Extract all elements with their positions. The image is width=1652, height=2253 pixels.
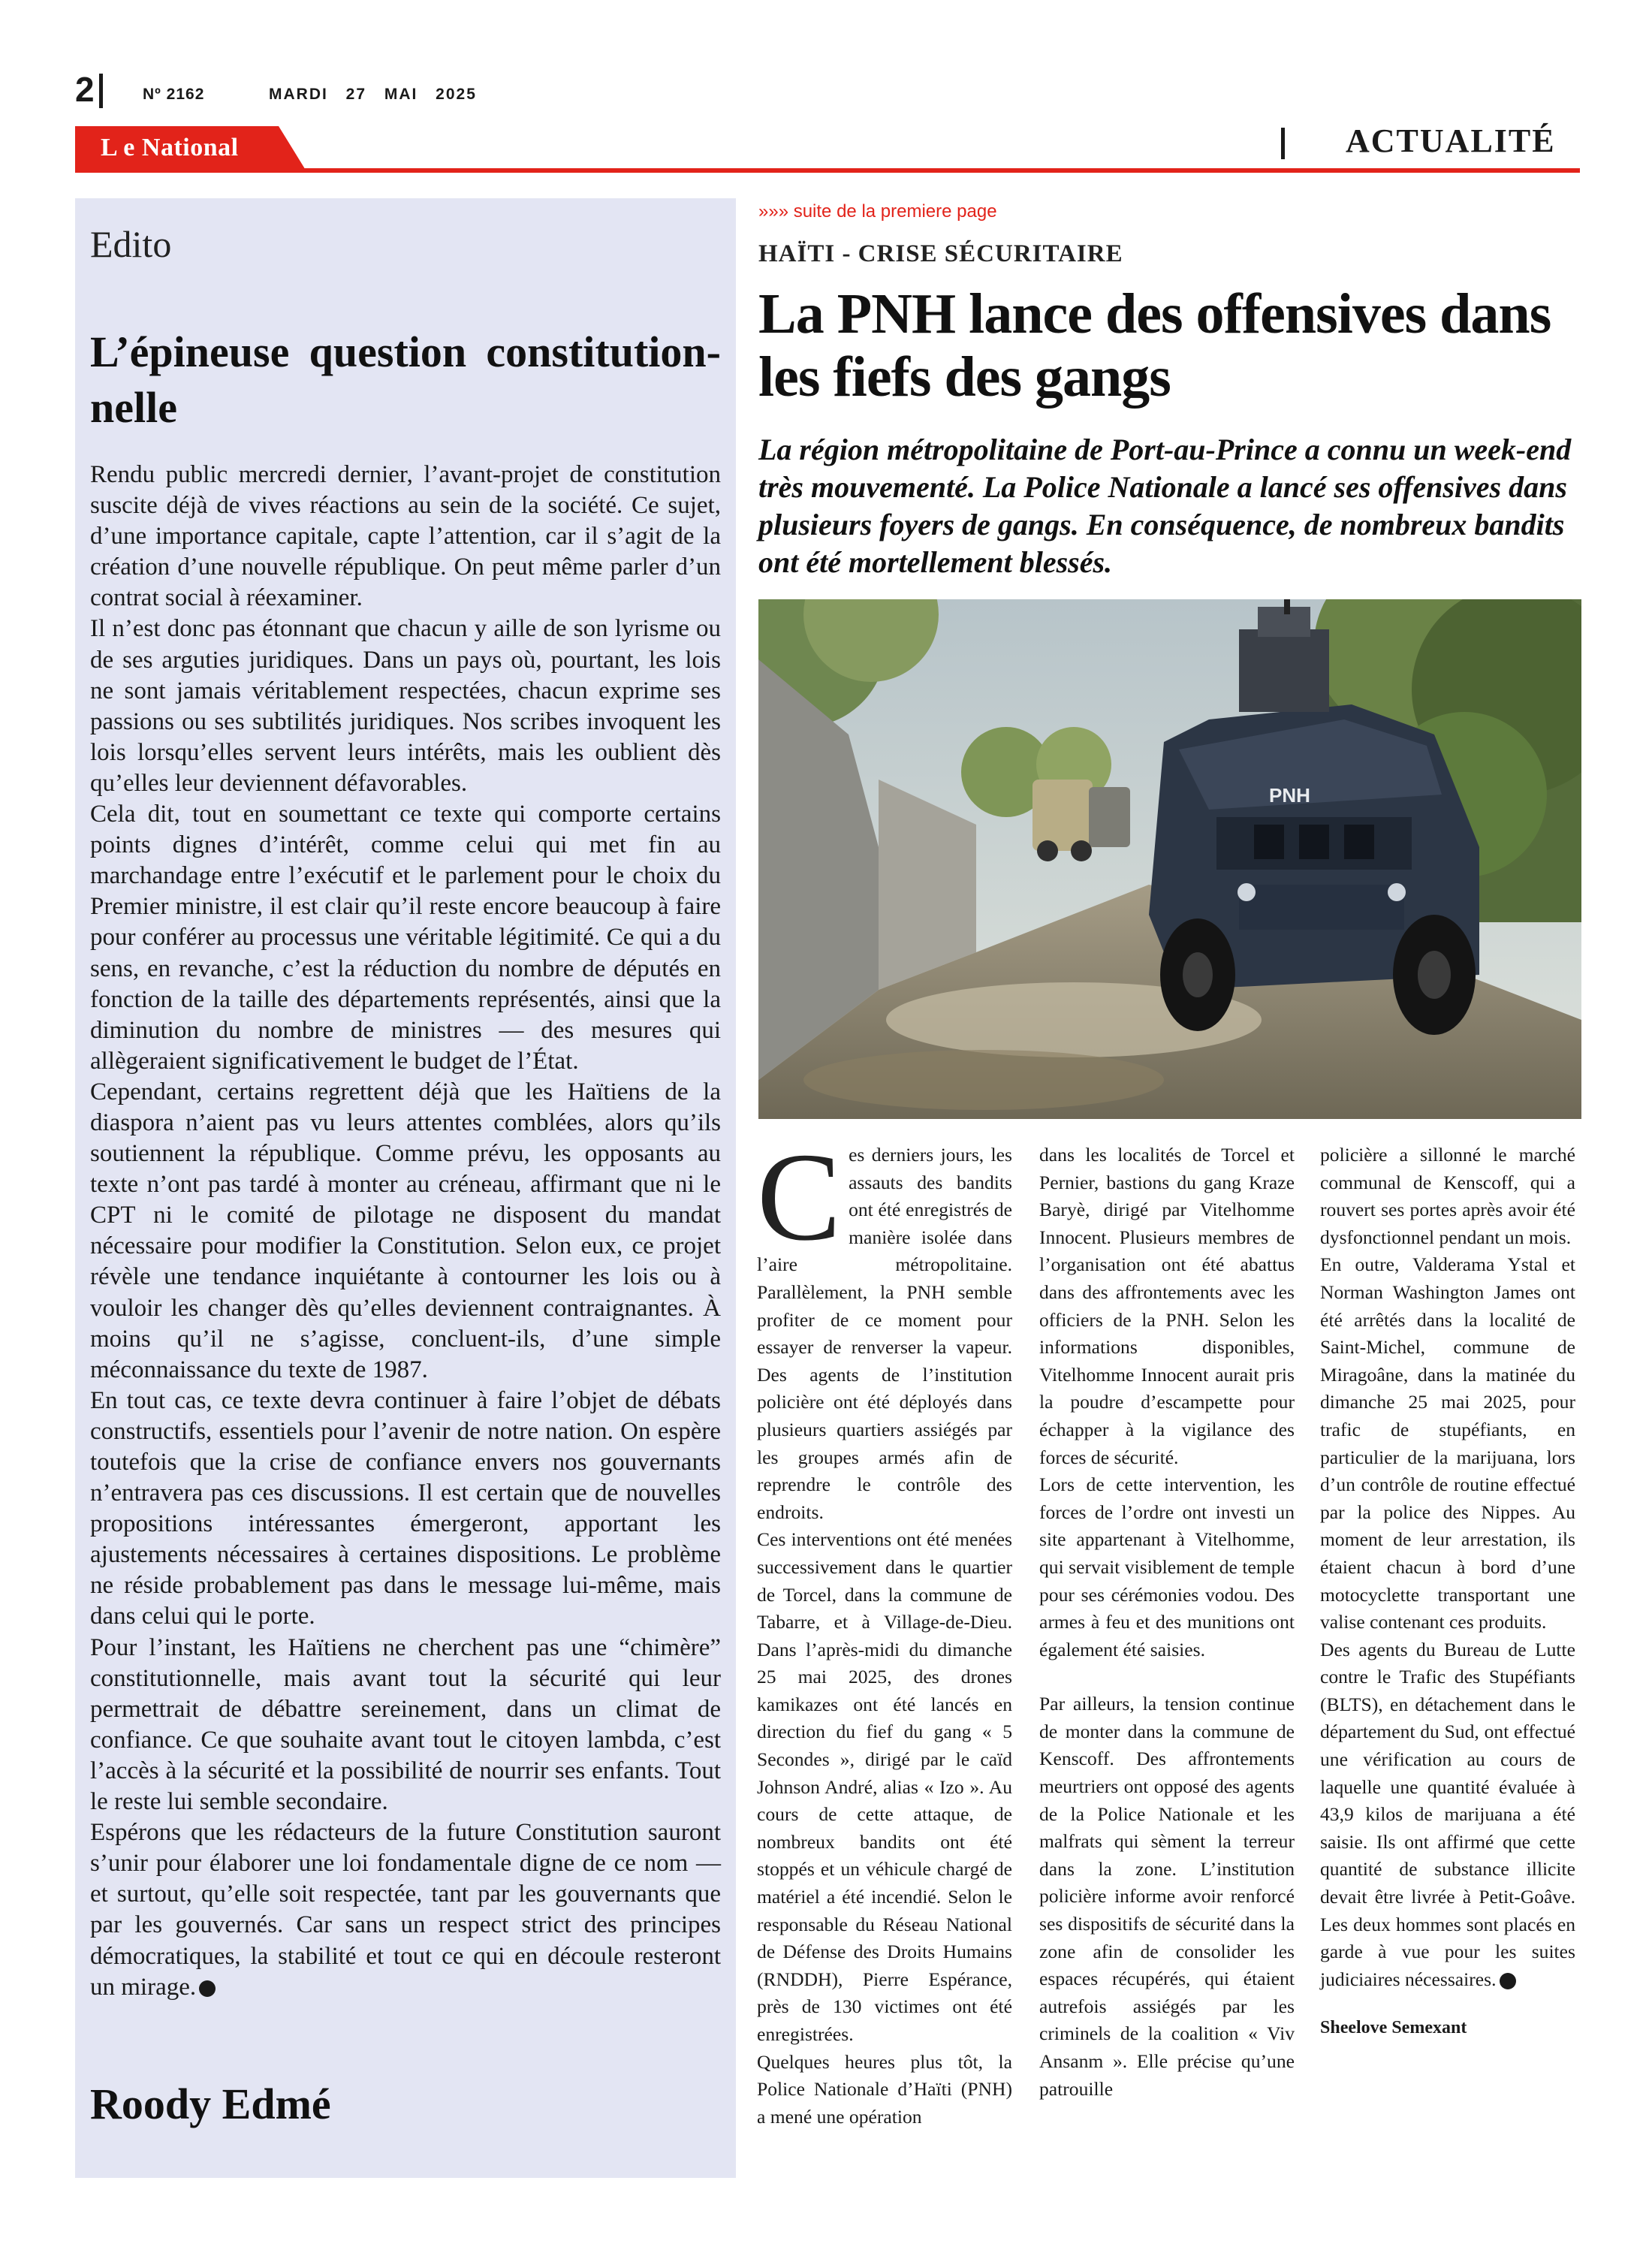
article-headline: La PNH lance des offensives dans les fiefs des gangs (758, 282, 1551, 409)
vehicle-marking: PNH (1269, 784, 1310, 807)
article-lead: La région métropolitaine de Port-au-Prince a connu un week-end très mouvementé. La Police Nationale a lancé ses offensives dans plusieurs foyers de gangs. En conséquence, de nombreux bandits ont été mortellement blessés. (758, 433, 1572, 579)
page-number-divider (99, 74, 103, 108)
edito-paragraph: Il n’est donc pas étonnant que chacun y aille de son lyrisme ou de ses arguties juridiques. Dans un pays où, pourtant, les lois ne sont jamais véritablement respectées, chacun exprime ses passions ou ses subtilités juridiques. Nos scribes invoquent les lois lorsqu’elles servent leurs intérêts, mais les oublient dès qu’elles leur deviennent défavorables. (90, 615, 721, 797)
article-paragraph: En outre, Valderama Ystal et Norman Washington James ont été arrêtés dans la localité de Saint-Michel, commune de Miragoâne, dans la matinée du dimanche 25 mai 2025, pour trafic de stupéfiants, en particulier de la marijuana, lors d’un contrôle de routine effectué par la police des Nippes. Au moment de leur arrestation, ils étaient chacun à bord d’une motocyclette transportant une valise contenant ces produits. (1320, 1253, 1575, 1633)
paragraph-spacer (1039, 1663, 1295, 1691)
article-paragraph-last (1320, 1636, 1575, 1994)
edito-paragraph: Pour l’instant, les Haïtiens ne cherchent pas une “chimère” constitutionnelle, mais avant tout la sécurité qui leur permettrait de débattre sereinement, dans un climat de confiance. Ce que souhaite avant tout le citoyen lambda, c’est l’accès à la sécurité et la possibilité de nourrir ses enfants. Tout le reste lui semble secondaire. (90, 1633, 721, 1816)
section-divider (1281, 128, 1285, 159)
edito-title: L’épineuse question constitution-nelle (90, 327, 721, 432)
article-paragraph: policière a sillonné le marché communal de Kenscoff, qui a rouvert ses portes après avoir été dysfonctionnel pendant un mois. (1320, 1144, 1575, 1248)
edito-author: Roody Edmé (90, 2080, 331, 2128)
article-column-1 (757, 1127, 1012, 2131)
edito-paragraph: Rendu public mercredi dernier, l’avant-projet de constitution suscite déjà de vives réactions au sein de la société. Ce sujet, d’une importance capitale, capte l’attention, car il s’agit de la création d’une nouvelle république. On peut même parler d’un contrat social à réexaminer. (90, 461, 721, 612)
brand-name: L e National (101, 134, 239, 161)
edito-paragraph: En tout cas, ce texte devra continuer à faire l’objet de débats constructifs, essentiels pour l’avenir de notre nation. On espère toutefois que la crise de confiance envers nos gouvernants n’entravera pas ces discussions. Il est certain que de nouvelles propositions intéressantes émergeront, apportant les ajustements nécessaires à certaines dispositions. Le problème ne réside probablement pas dans le message lui-même, mais dans celui qui le porte. (90, 1386, 721, 1630)
edito-label: Edito (90, 223, 172, 265)
article-paragraph-text: Des agents du Bureau de Lutte contre le Trafic des Stupéfiants (BLTS), en détachement dans le département du Sud, ont effectué une vérification au cours de laquelle une quantité évaluée à 43,9 kilos de marijuana a été saisie. Ils ont affirmé que cette quantité de substance illicite devait être livrée à Petit-Goâve. Les deux hommes sont placés en garde à vue pour les suites judiciaires nécessaires. (1320, 1638, 1575, 1990)
article-paragraph (757, 1127, 1012, 1526)
end-mark-icon (199, 1980, 216, 1997)
issue-number: Nº 2162 (143, 86, 205, 103)
edito-paragraph-last (90, 1817, 721, 2003)
end-mark-icon (1500, 1973, 1516, 1989)
page-number: 2 (75, 70, 95, 109)
issue-date: MARDI 27 MAI 2025 (269, 86, 477, 103)
edito-paragraph: Cependant, certains regrettent déjà que les Haïtiens de la diaspora n’aient pas vu leurs attentes comblées, alors qu’ils soutiennent la république. Comme prévu, les opposants au texte n’ont pas tardé à monter au créneau, affirmant que ni le CPT ni le comité de pilotage ne disposent du mandat nécessaire pour modifier la Constitution. Selon eux, ce projet révèle une tendance inquiétante à contourner les lois ou à vouloir les changer dès qu’elles deviennent contraignantes. À moins qu’il ne s’agisse, concluent-ils, d’une simple méconnaissance du texte de 1987. (90, 1078, 721, 1383)
drop-cap: C (757, 1127, 842, 1267)
article-paragraph: Lors de cette intervention, les forces de l’ordre ont investi un site appartenant à Vitelhomme, qui servait visiblement de temple pour ses cérémonies vodou. Des armes à feu et des munitions ont également été saisies. (1039, 1473, 1295, 1660)
article-column-2 (1039, 1142, 1295, 2103)
article-photo (758, 599, 1581, 1119)
article-paragraph: dans les localités de Torcel et Pernier, bastions du gang Kraze Baryè, dirigé par Vitelhomme Innocent. Plusieurs membres de l’organisation ont été abattus dans des affrontements avec les officiers de la PNH. Selon les informations disponibles, Vitelhomme Innocent aurait pris la poudre d’escampette pour échapper à la vigilance des forces de sécurité. (1039, 1144, 1295, 1468)
section-name: ACTUALITÉ (1346, 122, 1556, 159)
armored-vehicle-photo-illustration (758, 599, 1581, 1119)
article-paragraph: Ces interventions ont été menées successivement dans le quartier de Torcel, dans la commune de Tabarre, et à Village-de-Dieu. Dans l’après-midi du dimanche 25 mai 2025, des drones kamikazes ont été lancés en direction du fief du gang « 5 Secondes », dirigé par le caïd Johnson André, alias « Izo ». Au cours de cette attaque, de nombreux bandits ont été stoppés et un véhicule chargé de matériel a été incendié. Selon le responsable du Réseau National de Défense des Droits Humains (RNDDH), Pierre Espérance, près de 130 victimes ont été enregistrées. (757, 1528, 1012, 2045)
article-column-3 (1320, 1142, 1575, 2042)
article-paragraph: Quelques heures plus tôt, la Police Nationale d’Haïti (PNH) a mené une opération (757, 2050, 1012, 2128)
header-rule (75, 168, 1580, 173)
article-kicker: HAÏTI - CRISE SÉCURITAIRE (758, 240, 1123, 267)
edito-body (90, 460, 721, 2003)
edito-paragraph-text: Espérons que les rédacteurs de la future Constitution sauront s’unir pour élaborer une loi fondamentale digne de ce nom — et surtout, qu’elle soit respectée, tant par les gouvernants que par les gouvernés. Car sans un respect strict des principes démocratiques, la stabilité et tout ce qui en découle resteront un mirage. (90, 1819, 721, 2001)
article-paragraph: Par ailleurs, la tension continue de monter dans la commune de Kenscoff. Des affrontements meurtriers ont opposé des agents de la Police Nationale et les malfrats qui sèment la terreur dans la zone. L’institution policière informe avoir renforcé ses dispositifs de sécurité dans la zone afin de consolider les espaces récupérés, qui étaient autrefois assiégés par les criminels de la coalition « Viv Ansanm ». Elle précise qu’une patrouille (1039, 1693, 1295, 2100)
article-paragraph-text: es derniers jours, les assauts des bandits ont été enregistrés de manière isolée dans l’aire métropolitaine. Parallèlement, la PNH semble profiter de ce moment pour essayer de renverser la vapeur. Des agents de l’institution policière ont été déployés dans plusieurs quartiers assiégés par les groupes armés afin de reprendre le contrôle des endroits. (757, 1144, 1012, 1523)
edito-paragraph: Cela dit, tout en soumettant ce texte qui comporte certains points dignes d’intérêt, comme celui qui met fin au marchandage entre l’exécutif et le parlement pour le choix du Premier ministre, il est clair qu’il reste encore beaucoup à faire pour conférer au processus une véritable légitimité. Ce qui a du sens, en revanche, c’est la réduction du nombre de députés en fonction de la taille des départements représentés, ainsi que la diminution du nombre de ministres — des mesures qui allègeraient significativement le budget de l’État. (90, 801, 721, 1075)
article-signature: Sheelove Semexant (1320, 2018, 1467, 2038)
continuation-note: »»» suite de la premiere page (758, 201, 997, 222)
